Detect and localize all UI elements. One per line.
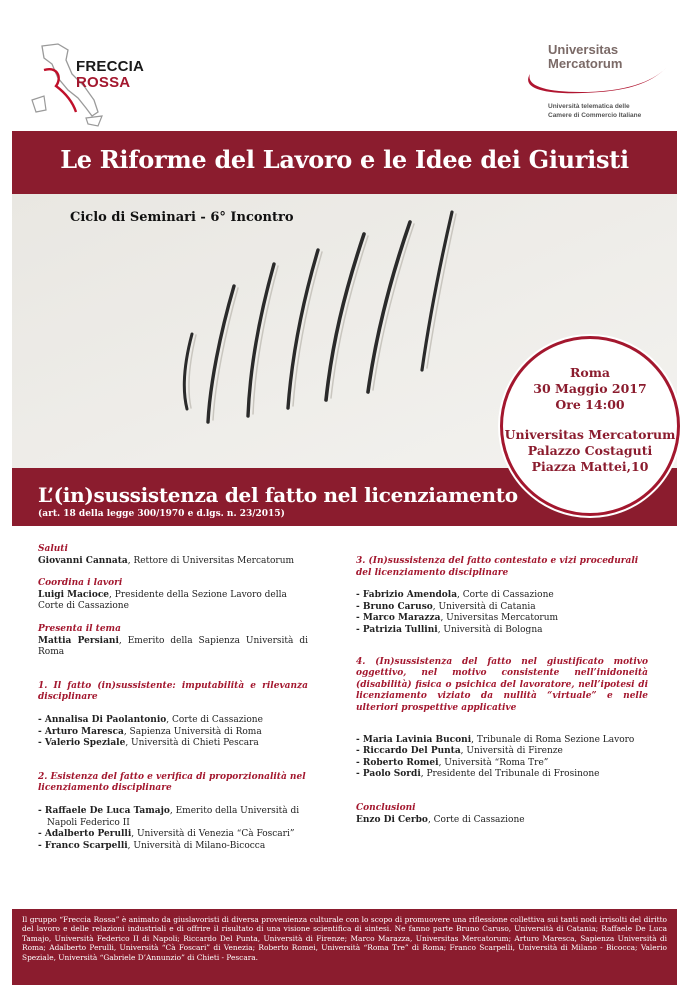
speaker-role: , Emerito della Università di: [169, 805, 300, 816]
session-3-speaker: [356, 602, 648, 614]
session-4-speaker: [356, 746, 648, 758]
speaker-name: - Riccardo Del Punta: [356, 746, 461, 757]
speaker-role: , Sapienza Università di Roma: [123, 726, 262, 737]
speaker-role: , Università di Firenze: [460, 746, 563, 757]
speaker-role: , Emerito della Sapienza Università di Roma: [38, 635, 309, 658]
speaker-name: - Raffaele De Luca Tamajo: [38, 805, 170, 816]
session-3-speaker: [356, 590, 648, 602]
conclusioni-entry: [356, 815, 648, 827]
session-3-speaker: [356, 625, 648, 637]
speaker-name: Enzo Di Cerbo: [356, 814, 428, 825]
session-4-speaker: [356, 735, 648, 747]
speaker-name: - Valerio Speziale: [38, 738, 126, 749]
universitas-mercatorum-logo: [520, 42, 670, 122]
speaker-role: , Corte di Cassazione: [166, 714, 263, 725]
logo-subtitle-2: Camere di Commercio Italiane: [548, 112, 642, 119]
session-1-speaker: [38, 715, 308, 727]
speaker-role: , Universitas Mercatorum: [440, 613, 559, 624]
series-label: Ciclo di Seminari - 6° Incontro: [70, 210, 294, 225]
speaker-role: , Università di Catania: [432, 601, 536, 612]
event-date: 30 Maggio 2017: [533, 381, 647, 396]
speaker-name: - Annalisa Di Paolantonio: [38, 714, 167, 725]
coordina-entry: [38, 590, 308, 613]
logo-text-freccia: FRECCIA: [76, 58, 145, 75]
speaker-role: , Università di Milano-Bicocca: [127, 840, 266, 851]
presenta-entry: [38, 636, 308, 659]
saluti-label: Saluti: [38, 544, 68, 554]
footer-description: Il gruppo “Freccia Rossa” è animato da giuslavoristi di diversa provenienza culturale con lo scopo di promuovere una riflessione collettiva sui tanti nodi irrisolti del diritto del lavoro e delle relazioni industriali e di offrire il risultato di una visione scientifica di sintesi. Ne fanno parte Bruno Caruso, Università di Catania; Raffaele De Luca Tamajo, Università Federico II di Napoli; Riccardo Del Punta, Università di Firenze; Marco Marazza, Universitas Mercatorum; Arturo Maresca, Sapienza Università di Roma; Adalberto Perulli, Università “Cà Foscari” di Venezia; Roberto Romei, Università “Roma Tre” di Roma; Franco Scarpelli, Università di Milano - Bicocca; Valerio Speziale, Università “Gabriele D’Annunzio” di Chieti - Pescara.: [12, 909, 677, 985]
speaker-role: , Università di Chieti Pescara: [125, 738, 259, 749]
session-2-title: 2. Esistenza del fatto e verifica di proporzionalità nel licenziamento disciplinare: [38, 771, 306, 794]
session-1-title: 1. Il fatto (in)sussistente: imputabilità e rilevanza disciplinare: [38, 680, 308, 703]
speaker-name: - Fabrizio Amendola: [356, 590, 458, 601]
presenta-label: Presenta il tema: [38, 623, 121, 634]
speaker-name: - Patrizia Tullini: [356, 624, 438, 635]
event-time: Ore 14:00: [555, 397, 625, 412]
session-3-speaker: [356, 613, 648, 625]
speaker-name: Giovanni Cannata: [38, 555, 128, 566]
event-info-circle: [500, 336, 680, 516]
program-right-column: [356, 556, 648, 826]
logo-text-mercatorum: Mercatorum: [548, 56, 623, 71]
session-4-speaker: [356, 758, 648, 770]
session-1-speaker: [38, 727, 308, 739]
speaker-role: , Tribunale di Roma Sezione Lavoro: [471, 734, 635, 745]
speaker-role: , Presidente del Tribunale di Frosinone: [420, 769, 600, 780]
speaker-name: - Maria Lavinia Buconi: [356, 734, 472, 745]
page-title: Le Riforme del Lavoro e le Idee dei Giuristi: [60, 145, 629, 174]
subtitle: L’(in)sussistenza del fatto nel licenziamento: [38, 483, 518, 507]
session-2-speaker: [38, 829, 308, 841]
conclusioni-label: Conclusioni: [356, 802, 416, 813]
session-2-speaker: [38, 806, 308, 818]
speaker-name: - Franco Scarpelli: [38, 840, 128, 851]
speaker-name: - Arturo Maresca: [38, 726, 124, 737]
program-left-column: [38, 544, 308, 852]
event-venue-1: Universitas Mercatorum: [504, 427, 676, 442]
speaker-role: , Università “Roma Tre”: [438, 757, 549, 768]
title-band: [12, 131, 677, 194]
speaker-name: - Roberto Romei: [356, 757, 439, 768]
speaker-role: , Università di Bologna: [437, 624, 543, 635]
speaker-name: Luigi Macioce: [38, 589, 110, 600]
speaker-role: , Corte di Cassazione: [457, 590, 554, 601]
speaker-name: - Adalberto Perulli: [38, 829, 132, 840]
session-2-speaker: [38, 841, 308, 853]
event-city: Roma: [569, 365, 611, 380]
speaker-role: , Università di Venezia “Cà Foscari”: [131, 829, 295, 840]
session-4-title: 4. (In)sussistenza del fatto nel giustificato motivo oggettivo, nel motivo consistente nell’inidoneità (disabilità) fisica o psichica del lavoratore, nell’ipotesi di licenziamento viziato da nullità “virtuale” e nelle ulteriori prospettive applicative: [356, 656, 648, 713]
speaker-name: - Marco Marazza: [356, 613, 441, 624]
session-1-speaker: [38, 738, 308, 750]
saluti-entry: [38, 556, 308, 568]
event-venue-3: Piazza Mattei,10: [531, 459, 649, 474]
speaker-name: Mattia Persiani: [38, 635, 119, 646]
speaker-name: - Bruno Caruso: [356, 601, 433, 612]
session-3-title: 3. (In)sussistenza del fatto contestato e vizi procedurali del licenziamento disciplinare: [356, 556, 639, 578]
logo-subtitle-1: Università telematica delle: [548, 103, 630, 110]
swoosh-icon: [520, 62, 670, 102]
event-venue-2: Palazzo Costaguti: [527, 443, 653, 458]
coordina-label: Coordina i lavori: [38, 578, 123, 589]
logo-text-universitas: Universitas: [548, 42, 619, 57]
subtitle-reference: (art. 18 della legge 300/1970 e d.lgs. n. 23/2015): [38, 509, 285, 519]
speaker-role: , Corte di Cassazione: [427, 814, 525, 825]
speaker-role-continued: Napoli Federico II: [47, 817, 130, 828]
speaker-role: , Presidente della Sezione Lavoro della Corte di Cassazione: [38, 589, 287, 612]
session-4-speaker: [356, 769, 648, 781]
speaker-role: , Rettore di Universitas Mercatorum: [127, 555, 295, 566]
speaker-name: - Paolo Sordi: [356, 769, 421, 780]
logo-text-rossa: ROSSA: [76, 74, 131, 91]
freccia-rossa-logo: [28, 40, 168, 128]
